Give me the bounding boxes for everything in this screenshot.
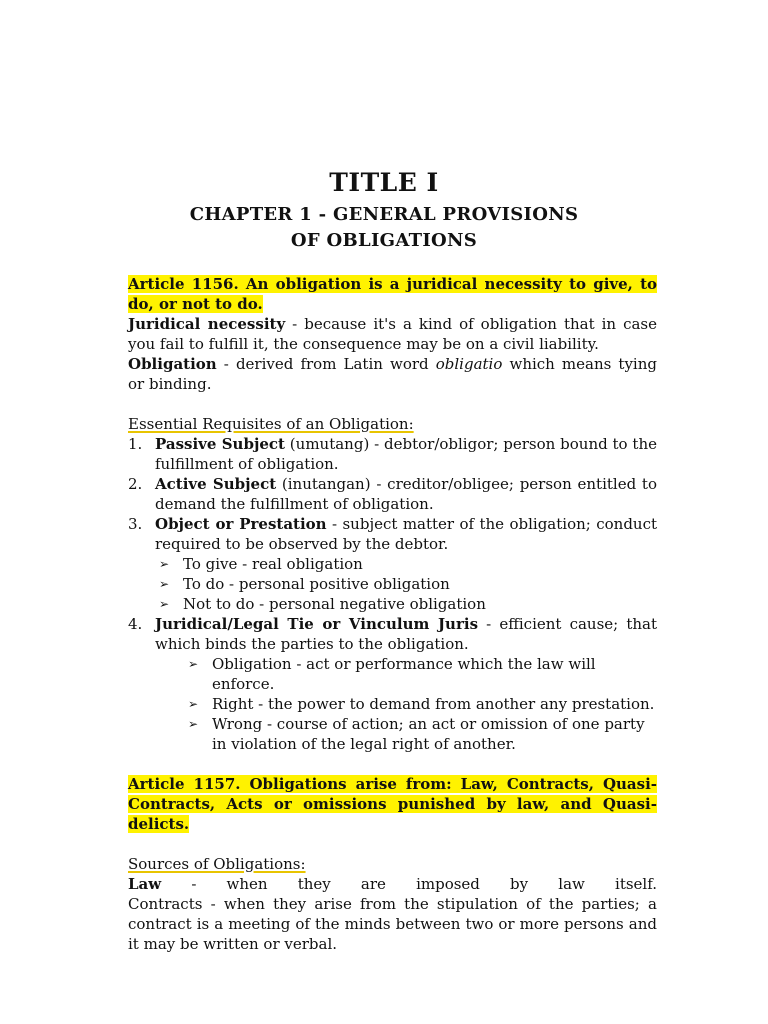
arrow-bullet-icon: ➢ [188, 657, 199, 671]
prestation-bullet [155, 554, 657, 574]
article-1156-text: Article 1156. An obligation is a juridical necessity to give, to do, or not to do. [128, 275, 657, 313]
obligation-definition [128, 354, 657, 394]
requisite-text: (umutang) - debtor/obligor; person bound to the fulfillment of obligation. [155, 435, 657, 473]
prestation-bullet [155, 574, 657, 594]
bullet-text: To do - personal positive obligation [183, 575, 450, 593]
requisite-number: 2. [128, 475, 143, 493]
juridical-necessity-term: Juridical necessity [128, 315, 286, 333]
requisite-number: 3. [128, 515, 143, 533]
requisite-term: Passive Subject [155, 435, 285, 453]
tie-bullet [184, 714, 657, 754]
requisite-term: Object or Prestation [155, 515, 327, 533]
requisite-text: - efficient cause; that which binds the parties to the obligation. [155, 615, 657, 653]
sources-heading [128, 854, 657, 874]
obligation-term: Obligation [128, 355, 217, 373]
bullet-text: To give - real obligation [183, 555, 363, 573]
requisite-term: Active Subject [155, 475, 277, 493]
sources-contracts: Contracts - when they arise from the stipulation of the parties; a contract is a meeting of the minds between two or more persons and it may be written or verbal. [128, 895, 657, 953]
arrow-bullet-icon: ➢ [159, 597, 170, 611]
bullet-text: Not to do - personal negative obligation [183, 595, 486, 613]
requisite-number: 4. [128, 615, 143, 633]
document-title: TITLE I [329, 168, 439, 197]
requisites-heading [128, 414, 657, 434]
document-body [128, 274, 657, 954]
obligation-latin-word: obligatio [435, 355, 503, 373]
requisite-text: (inutangan) - creditor/obligee; person entitled to demand the fulfillment of obligation. [155, 475, 657, 513]
arrow-bullet-icon: ➢ [159, 577, 170, 591]
requisite-item [128, 474, 657, 514]
law-term: Law [128, 875, 162, 893]
arrow-bullet-icon: ➢ [159, 557, 170, 571]
law-text: - when they are imposed by law itself. [161, 875, 657, 893]
requisite-item [128, 614, 657, 654]
tie-bullet [184, 694, 657, 714]
requisite-item [128, 514, 657, 554]
tie-bullet [184, 654, 657, 694]
juridical-necessity-text: - because it's a kind of obligation that in case you fail to fulfill it, the consequence may be on a civil liability. [128, 315, 658, 353]
article-1157 [128, 774, 657, 834]
requisite-term: Juridical/Legal Tie or Vinculum Juris [155, 615, 479, 633]
obligation-text-2: which means tying or binding. [128, 355, 657, 393]
arrow-bullet-icon: ➢ [188, 697, 199, 711]
requisites-heading-text: Essential Requisites of an Obligation: [128, 415, 414, 433]
sources-law [128, 874, 657, 894]
requisite-number: 1. [128, 435, 143, 453]
article-1156 [128, 274, 657, 314]
obligation-text-1: - derived from Latin word [216, 355, 436, 373]
chapter-heading: CHAPTER 1 - GENERAL PROVISIONS OF OBLIGATIONS [189, 204, 579, 251]
bullet-text: Obligation - act or performance which the law will enforce. [212, 655, 596, 693]
bullet-text: Right - the power to demand from another any prestation. [212, 695, 655, 713]
requisite-item [128, 434, 657, 474]
sources-heading-text: Sources of Obligations: [128, 855, 306, 873]
prestation-bullet [155, 594, 657, 614]
bullet-text: Wrong - course of action; an act or omission of one party in violation of the legal right of another. [212, 715, 645, 753]
juridical-necessity-definition [128, 314, 657, 354]
arrow-bullet-icon: ➢ [188, 717, 199, 731]
requisite-text: - subject matter of the obligation; conduct required to be observed by the debtor. [155, 515, 658, 553]
article-1157-text: Article 1157. Obligations arise from: Law, Contracts, Quasi-Contracts, Acts or omissions punished by law, and Quasi-delicts. [128, 775, 657, 833]
